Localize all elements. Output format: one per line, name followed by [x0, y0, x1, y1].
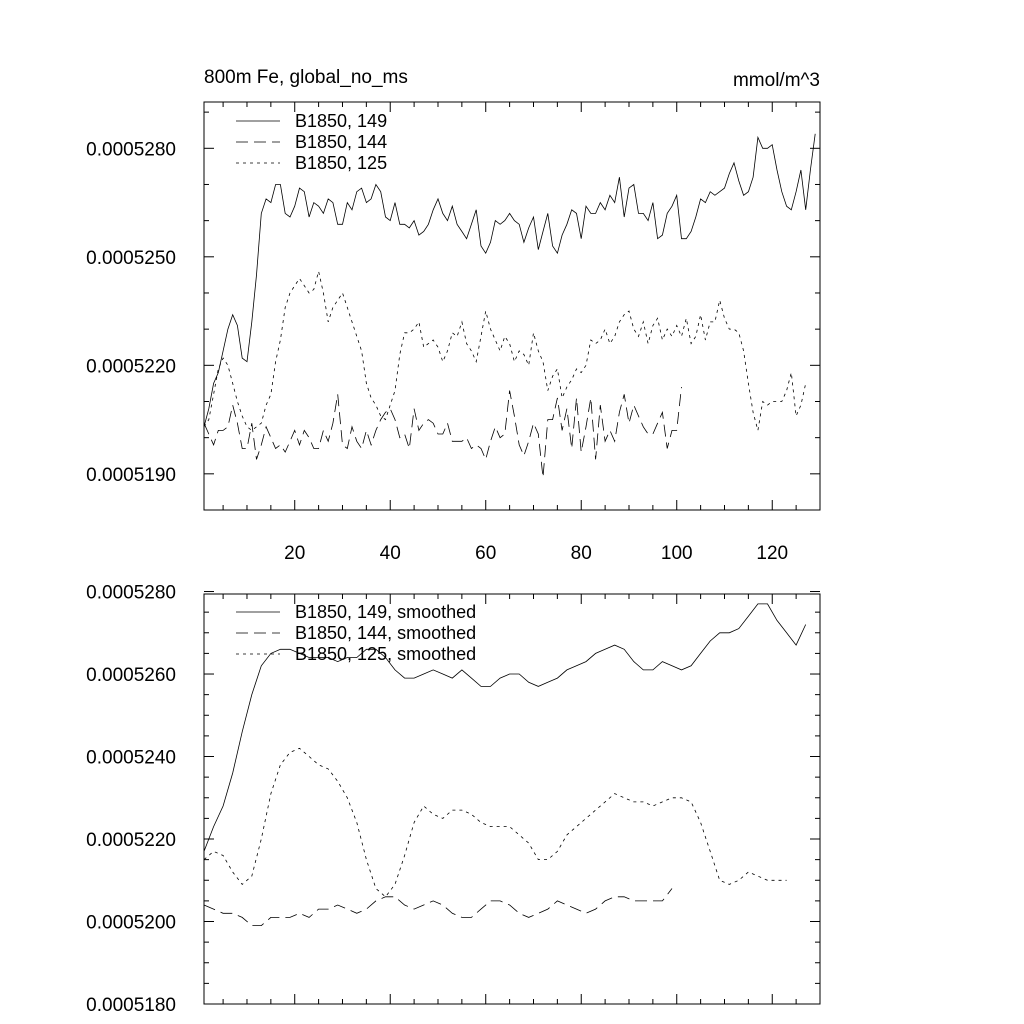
bottom-plot-marks: [86, 583, 820, 1016]
x-tick-label: 60: [475, 543, 497, 564]
top-panel-units: mmol/m^3: [732, 70, 820, 91]
series-line-dotted: [204, 748, 787, 897]
y-tick-label: 0.0005280: [86, 139, 176, 161]
legend-label: B1850, 125, smoothed: [295, 644, 477, 664]
legend-label: B1850, 149: [295, 111, 388, 131]
x-tick-label: 40: [379, 543, 401, 564]
series-line-dotted: [204, 271, 806, 430]
series-line-solid: [204, 134, 815, 427]
bottom-panel: [86, 583, 820, 1016]
x-tick-label: 80: [570, 543, 592, 564]
legend-label: B1850, 125: [295, 153, 388, 173]
y-tick-label: 0.0005220: [86, 830, 176, 852]
y-tick-label: 0.0005200: [86, 912, 176, 934]
y-tick-label: 0.0005250: [86, 247, 176, 269]
y-tick-label: 0.0005240: [86, 747, 176, 769]
legend-label: B1850, 144: [295, 132, 388, 152]
x-tick-label: 20: [284, 543, 306, 564]
series-line-dashed: [204, 889, 672, 926]
x-tick-label: 120: [756, 543, 789, 564]
x-tick-label: 100: [660, 543, 693, 564]
y-tick-label: 0.0005180: [86, 995, 176, 1016]
y-tick-label: 0.0005220: [86, 356, 176, 378]
y-tick-label: 0.0005260: [86, 665, 176, 687]
y-tick-label: 0.0005190: [86, 464, 176, 486]
series-line-dashed: [204, 387, 682, 477]
legend-label: B1850, 144, smoothed: [295, 623, 477, 643]
legend-label: B1850, 149, smoothed: [295, 602, 477, 622]
y-tick-label: 0.0005280: [86, 582, 176, 604]
top-plot-marks: [86, 102, 820, 564]
top-panel-title: 800m Fe, global_no_ms: [204, 67, 408, 88]
top-panel: [86, 67, 820, 564]
